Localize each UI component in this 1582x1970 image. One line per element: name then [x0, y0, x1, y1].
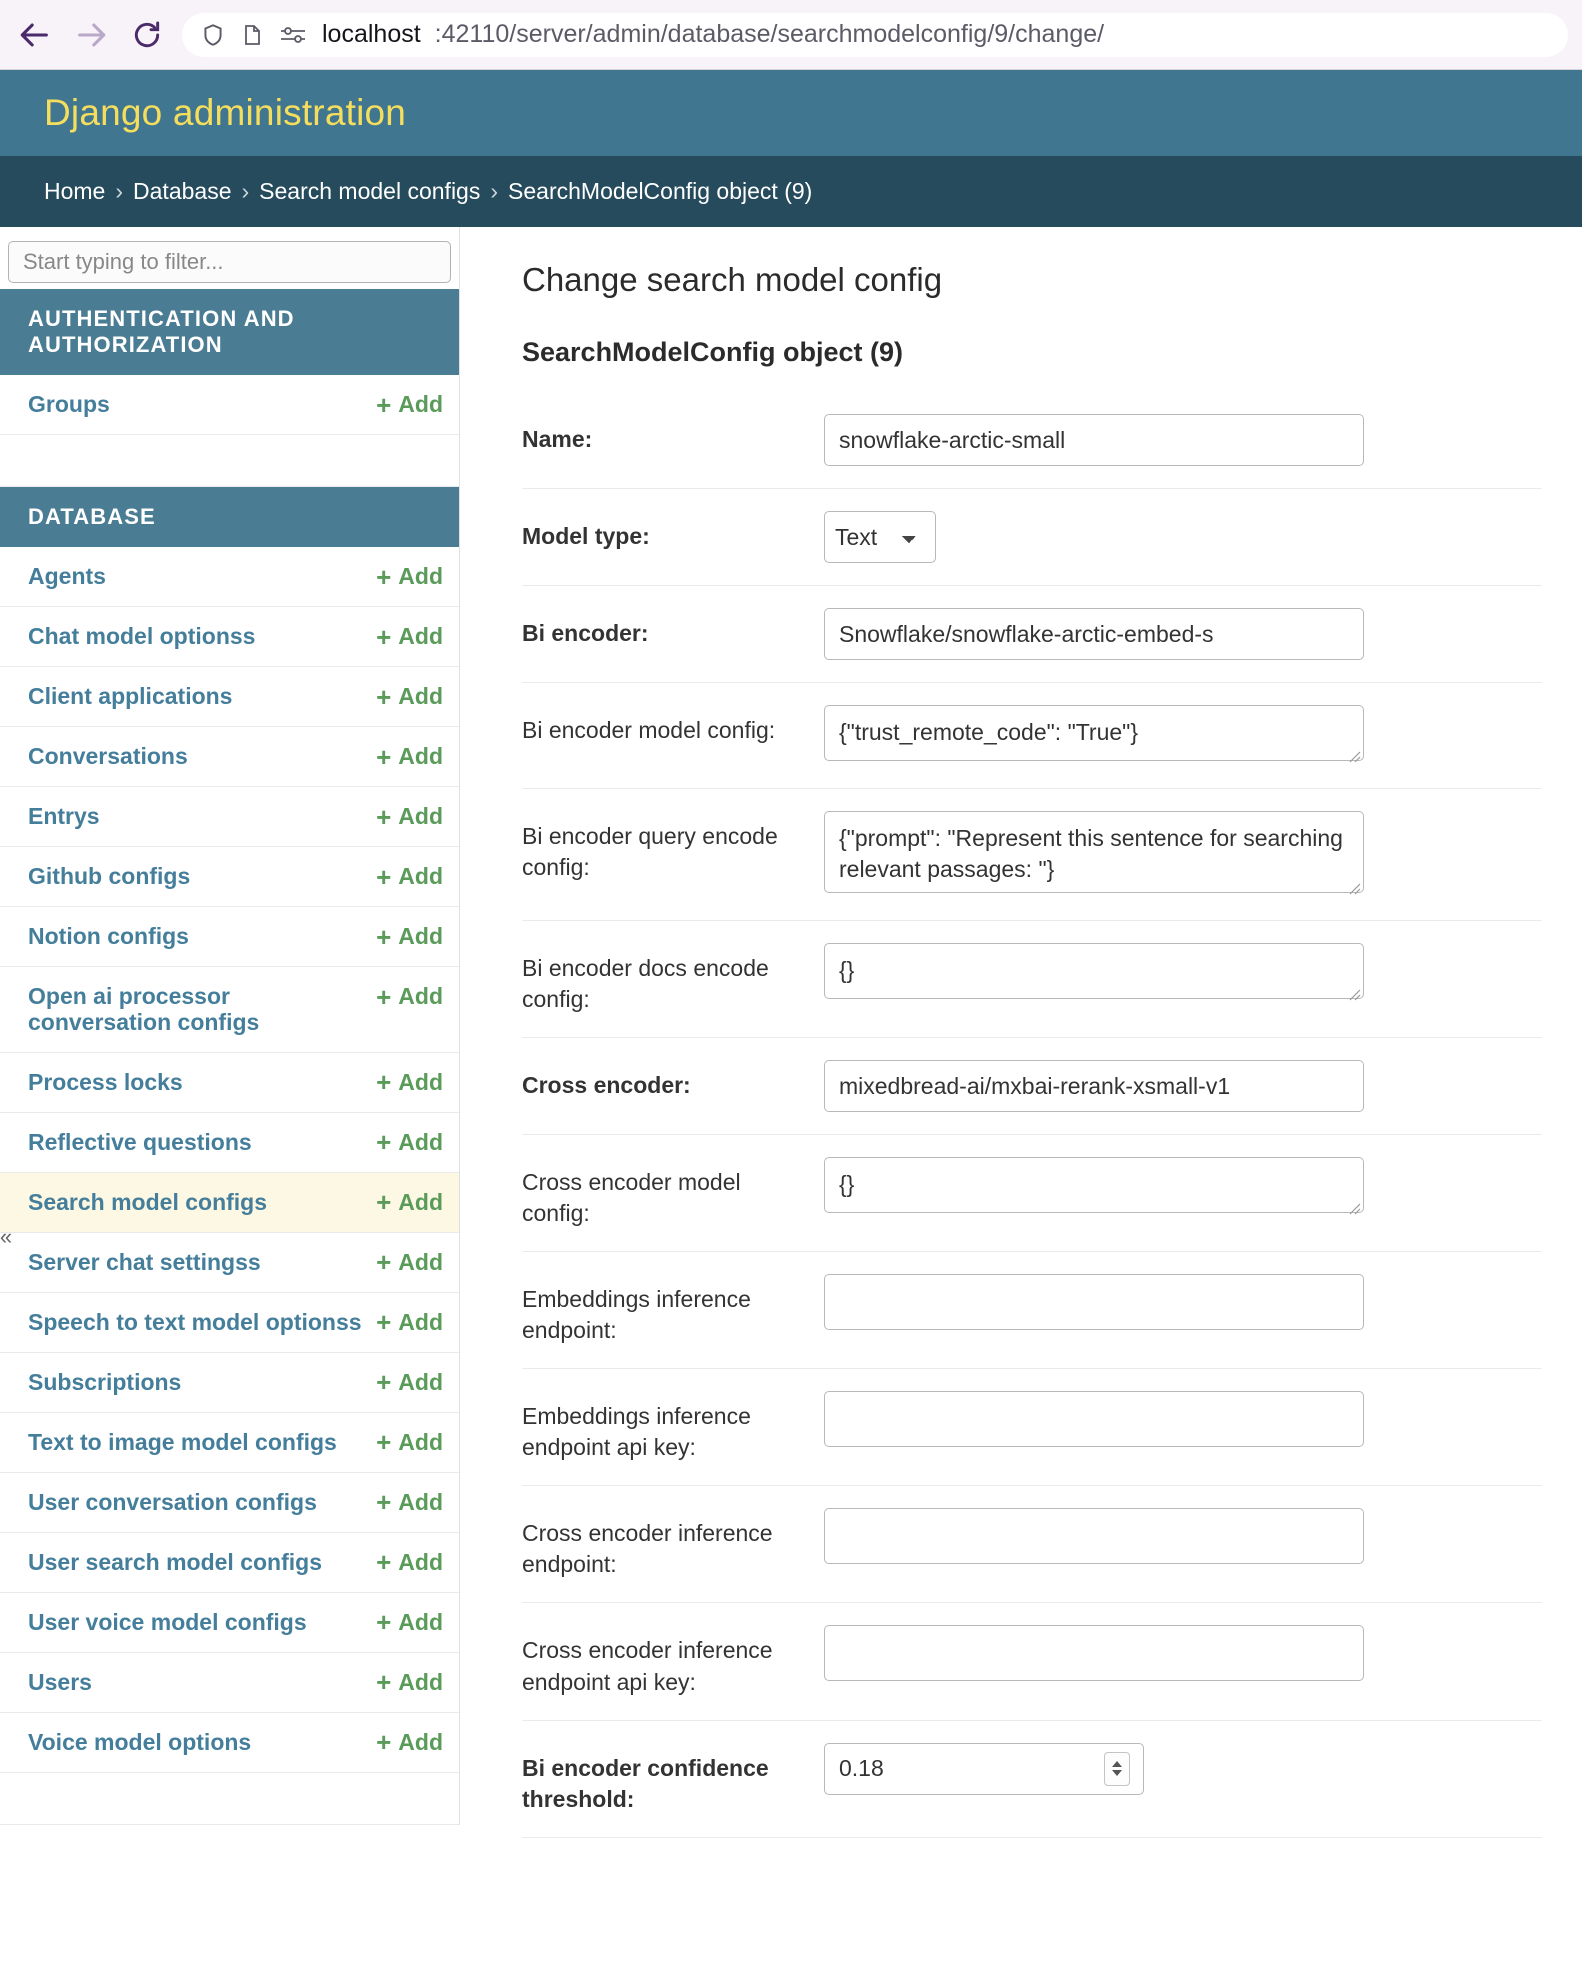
embeddings-inference-endpoint-api-key-textarea[interactable]	[824, 1391, 1364, 1447]
plus-icon: +	[376, 1247, 392, 1278]
sidebar-item-label: Speech to text model optionss	[28, 1309, 362, 1336]
add-groups-link[interactable]	[376, 391, 443, 418]
label-cross-encoder-inference-endpoint: Cross encoder inference endpoint:	[522, 1520, 773, 1578]
sidebar-item-open-ai-processor-conversation-configs[interactable]	[0, 967, 459, 1053]
browser-toolbar	[0, 0, 1582, 70]
add-server-chat-settingss-link[interactable]	[376, 1249, 443, 1276]
sidebar-item-entrys[interactable]	[0, 787, 459, 847]
plus-icon: +	[376, 681, 392, 712]
plus-icon: +	[376, 1427, 392, 1458]
forward-button[interactable]	[70, 14, 112, 56]
plus-icon: +	[376, 621, 392, 652]
sidebar-item-server-chat-settingss[interactable]	[0, 1233, 459, 1293]
plus-icon: +	[376, 561, 392, 592]
add-label: Add	[398, 923, 443, 949]
sidebar-item-user-search-model-configs[interactable]	[0, 1533, 459, 1593]
add-process-locks-link[interactable]	[376, 1069, 443, 1096]
plus-icon: +	[376, 741, 392, 772]
add-label: Add	[398, 1368, 443, 1395]
sidebar-spacer-bottom	[0, 1773, 459, 1825]
add-label: Add	[398, 623, 443, 649]
add-text-to-image-model-configs-link[interactable]	[376, 1429, 443, 1456]
reload-icon	[131, 19, 163, 51]
sidebar-item-label: Voice model options	[28, 1729, 252, 1756]
plus-icon: +	[376, 1187, 392, 1218]
label-bi-encoder-confidence-threshold: Bi encoder confidence threshold:	[522, 1754, 769, 1812]
breadcrumb-database[interactable]: Database	[133, 178, 232, 204]
sidebar-item-label: Subscriptions	[28, 1369, 182, 1396]
page-body	[0, 227, 1582, 1838]
breadcrumb-separator: ›	[241, 178, 250, 204]
sidebar-item-label: Users	[28, 1669, 92, 1696]
sidebar-item-label: Reflective questions	[28, 1129, 252, 1156]
sidebar-item-label: User conversation configs	[28, 1489, 317, 1516]
cross-encoder-inference-endpoint-wrap	[824, 1508, 1364, 1569]
sidebar	[0, 227, 460, 1825]
label-model-type: Model type:	[522, 523, 650, 549]
stepper-down-icon[interactable]	[1112, 1770, 1122, 1776]
filter-input[interactable]	[8, 241, 451, 283]
sidebar-spacer	[0, 435, 459, 487]
sidebar-item-user-conversation-configs[interactable]	[0, 1473, 459, 1533]
sidebar-item-agents[interactable]	[0, 547, 459, 607]
sidebar-item-process-locks[interactable]	[0, 1053, 459, 1113]
sidebar-item-subscriptions[interactable]	[0, 1353, 459, 1413]
add-reflective-questions-link[interactable]	[376, 1129, 443, 1156]
main-content	[460, 227, 1582, 1838]
sidebar-item-client-applications[interactable]	[0, 667, 459, 727]
bi-encoder-confidence-threshold-wrap	[824, 1743, 1144, 1795]
add-subscriptions-link[interactable]	[376, 1369, 443, 1396]
embeddings-inference-endpoint-textarea[interactable]	[824, 1274, 1364, 1330]
label-bi-encoder-query-encode-config: Bi encoder query encode config:	[522, 823, 778, 881]
sidebar-item-text-to-image-model-configs[interactable]	[0, 1413, 459, 1473]
sidebar-item-label: Chat model optionss	[28, 623, 256, 650]
plus-icon: +	[376, 1127, 392, 1158]
plus-icon: +	[376, 1547, 392, 1578]
embeddings-inference-endpoint-wrap	[824, 1274, 1364, 1335]
add-label: Add	[398, 863, 443, 889]
field-row-embeddings-inference-endpoint	[522, 1252, 1542, 1369]
sidebar-item-label: Search model configs	[28, 1189, 268, 1216]
sidebar-item-label: Open ai processor conversation configs	[28, 983, 260, 1036]
field-row-bi-encoder-confidence-threshold	[522, 1721, 1542, 1838]
sidebar-item-users[interactable]	[0, 1653, 459, 1713]
sidebar-item-conversations[interactable]	[0, 727, 459, 787]
arrow-right-icon	[74, 18, 108, 52]
page-icon	[240, 22, 264, 48]
sidebar-item-label: User search model configs	[28, 1549, 322, 1576]
field-row-cross-encoder-inference-endpoint	[522, 1486, 1542, 1603]
url-path: :42110/server/admin/database/searchmodelconfig/9/change/	[434, 20, 1105, 48]
add-label: Add	[398, 1308, 443, 1335]
add-label: Add	[398, 1188, 443, 1215]
sidebar-item-label: Server chat settingss	[28, 1249, 261, 1276]
sidebar-item-label: Conversations	[28, 743, 188, 770]
site-header	[0, 70, 1582, 156]
add-label: Add	[398, 983, 443, 1009]
add-speech-to-text-model-optionss-link[interactable]	[376, 1309, 443, 1336]
add-users-link[interactable]	[376, 1669, 443, 1696]
breadcrumb-home[interactable]: Home	[44, 178, 106, 204]
field-row-model-type	[522, 489, 1542, 586]
add-search-model-configs-link[interactable]	[376, 1189, 443, 1216]
page-title: Change search model config	[522, 261, 943, 298]
label-cross-encoder-inference-endpoint-api-key: Cross encoder inference endpoint api key:	[522, 1637, 773, 1695]
add-open-ai-processor-conversation-configs-link[interactable]	[376, 983, 443, 1010]
add-label: Add	[398, 1728, 443, 1755]
cross-encoder-inference-endpoint-textarea[interactable]	[824, 1508, 1364, 1564]
app-header-auth: AUTHENTICATION AND AUTHORIZATION	[0, 289, 459, 375]
add-conversations-link[interactable]	[376, 743, 443, 770]
field-row-name	[522, 392, 1542, 489]
add-github-configs-link[interactable]	[376, 863, 443, 890]
cross-encoder-model-config-textarea[interactable]	[824, 1157, 1364, 1213]
add-label: Add	[398, 1608, 443, 1635]
bi-encoder-query-encode-config-textarea[interactable]	[824, 811, 1364, 893]
bi-encoder-model-config-wrap	[824, 705, 1364, 766]
name-input[interactable]	[824, 414, 1364, 466]
bi-encoder-docs-encode-config-wrap	[824, 943, 1364, 1004]
plus-icon: +	[376, 1607, 392, 1638]
sidebar-collapse-handle[interactable]: «	[0, 1224, 13, 1249]
field-row-cross-encoder	[522, 1038, 1542, 1135]
plus-icon: +	[376, 1727, 392, 1758]
add-label: Add	[398, 1428, 443, 1455]
object-title: SearchModelConfig object (9)	[522, 337, 904, 367]
sidebar-item-label: Client applications	[28, 683, 233, 710]
plus-icon: +	[376, 1067, 392, 1098]
cross-encoder-model-config-wrap	[824, 1157, 1364, 1218]
field-row-cross-encoder-model-config	[522, 1135, 1542, 1252]
sidebar-item-voice-model-options[interactable]	[0, 1713, 459, 1773]
label-embeddings-inference-endpoint: Embeddings inference endpoint:	[522, 1286, 751, 1344]
add-user-search-model-configs-link[interactable]	[376, 1549, 443, 1576]
sidebar-filter-wrap	[0, 227, 459, 289]
label-bi-encoder-docs-encode-config: Bi encoder docs encode config:	[522, 955, 769, 1013]
sidebar-item-label: Entrys	[28, 803, 100, 830]
add-label: Add	[398, 1668, 443, 1695]
add-user-conversation-configs-link[interactable]	[376, 1489, 443, 1516]
sidebar-item-label: Groups	[28, 391, 110, 418]
embeddings-inference-endpoint-api-key-wrap	[824, 1391, 1364, 1452]
label-bi-encoder: Bi encoder:	[522, 620, 649, 646]
plus-icon: +	[376, 1667, 392, 1698]
shield-icon	[200, 22, 226, 48]
plus-icon: +	[376, 389, 392, 420]
label-cross-encoder-model-config: Cross encoder model config:	[522, 1169, 741, 1227]
bi-encoder-model-config-textarea[interactable]	[824, 705, 1364, 761]
add-agents-link[interactable]	[376, 563, 443, 590]
address-bar[interactable]	[182, 13, 1568, 57]
add-label: Add	[398, 683, 443, 709]
plus-icon: +	[376, 1367, 392, 1398]
add-label: Add	[398, 743, 443, 769]
add-label: Add	[398, 1128, 443, 1155]
add-chat-model-optionss-link[interactable]	[376, 623, 443, 650]
add-label: Add	[398, 1068, 443, 1095]
field-row-embeddings-inference-endpoint-api-key	[522, 1369, 1542, 1486]
plus-icon: +	[376, 921, 392, 952]
field-row-bi-encoder-query-encode-config	[522, 789, 1542, 921]
sidebar-item-chat-model-optionss[interactable]	[0, 607, 459, 667]
arrow-left-icon	[18, 18, 52, 52]
label-cross-encoder: Cross encoder:	[522, 1072, 691, 1099]
sidebar-item-search-model-configs[interactable]	[0, 1173, 459, 1233]
plus-icon: +	[376, 1307, 392, 1338]
reload-button[interactable]	[126, 14, 168, 56]
stepper-up-icon[interactable]	[1112, 1761, 1122, 1767]
add-notion-configs-link[interactable]	[376, 923, 443, 950]
add-label: Add	[398, 803, 443, 829]
breadcrumb	[0, 156, 1582, 227]
add-entrys-link[interactable]	[376, 803, 443, 830]
sidebar-item-groups[interactable]	[0, 375, 459, 435]
url-host: localhost	[322, 20, 421, 48]
sidebar-item-label: Notion configs	[28, 923, 189, 950]
plus-icon: +	[376, 1487, 392, 1518]
breadcrumb-current: SearchModelConfig object (9)	[508, 178, 813, 204]
sidebar-item-label: User voice model configs	[28, 1609, 307, 1636]
field-row-bi-encoder	[522, 586, 1542, 683]
label-name: Name:	[522, 426, 593, 452]
permissions-icon	[278, 23, 308, 47]
bi-encoder-input[interactable]	[824, 608, 1364, 660]
cross-encoder-inference-endpoint-api-key-wrap	[824, 1625, 1364, 1686]
sidebar-item-label: Process locks	[28, 1069, 183, 1096]
cross-encoder-input[interactable]	[824, 1060, 1364, 1112]
label-embeddings-inference-endpoint-api-key: Embeddings inference endpoint api key:	[522, 1403, 751, 1461]
sidebar-item-label: Text to image model configs	[28, 1429, 337, 1456]
site-title[interactable]: Django administration	[44, 92, 407, 133]
sidebar-item-speech-to-text-model-optionss[interactable]	[0, 1293, 459, 1353]
back-button[interactable]	[14, 14, 56, 56]
breadcrumb-separator: ›	[490, 178, 499, 204]
breadcrumb-search-model-configs[interactable]: Search model configs	[259, 178, 481, 204]
add-label: Add	[398, 1248, 443, 1275]
sidebar-item-label: Agents	[28, 563, 106, 590]
add-label: Add	[398, 1548, 443, 1575]
field-row-bi-encoder-docs-encode-config	[522, 921, 1542, 1038]
add-user-voice-model-configs-link[interactable]	[376, 1609, 443, 1636]
add-client-applications-link[interactable]	[376, 683, 443, 710]
sidebar-item-notion-configs[interactable]	[0, 907, 459, 967]
sidebar-item-github-configs[interactable]	[0, 847, 459, 907]
plus-icon: +	[376, 981, 392, 1012]
bi-encoder-confidence-threshold-input[interactable]	[824, 1743, 1144, 1795]
cross-encoder-inference-endpoint-api-key-textarea[interactable]	[824, 1625, 1364, 1681]
field-row-bi-encoder-model-config	[522, 683, 1542, 789]
breadcrumb-separator: ›	[115, 178, 124, 204]
add-label: Add	[398, 563, 443, 589]
plus-icon: +	[376, 801, 392, 832]
app-header-database: DATABASE	[0, 487, 459, 547]
sidebar-item-reflective-questions[interactable]	[0, 1113, 459, 1173]
field-row-cross-encoder-inference-endpoint-api-key	[522, 1603, 1542, 1720]
add-voice-model-options-link[interactable]	[376, 1729, 443, 1756]
bi-encoder-docs-encode-config-textarea[interactable]	[824, 943, 1364, 999]
label-bi-encoder-model-config: Bi encoder model config:	[522, 717, 776, 743]
add-label: Add	[398, 391, 443, 417]
model-type-select[interactable]	[824, 511, 936, 563]
add-label: Add	[398, 1488, 443, 1515]
number-stepper[interactable]	[1104, 1752, 1130, 1786]
plus-icon: +	[376, 861, 392, 892]
sidebar-item-user-voice-model-configs[interactable]	[0, 1593, 459, 1653]
sidebar-item-label: Github configs	[28, 863, 191, 890]
bi-encoder-query-encode-config-wrap	[824, 811, 1364, 898]
